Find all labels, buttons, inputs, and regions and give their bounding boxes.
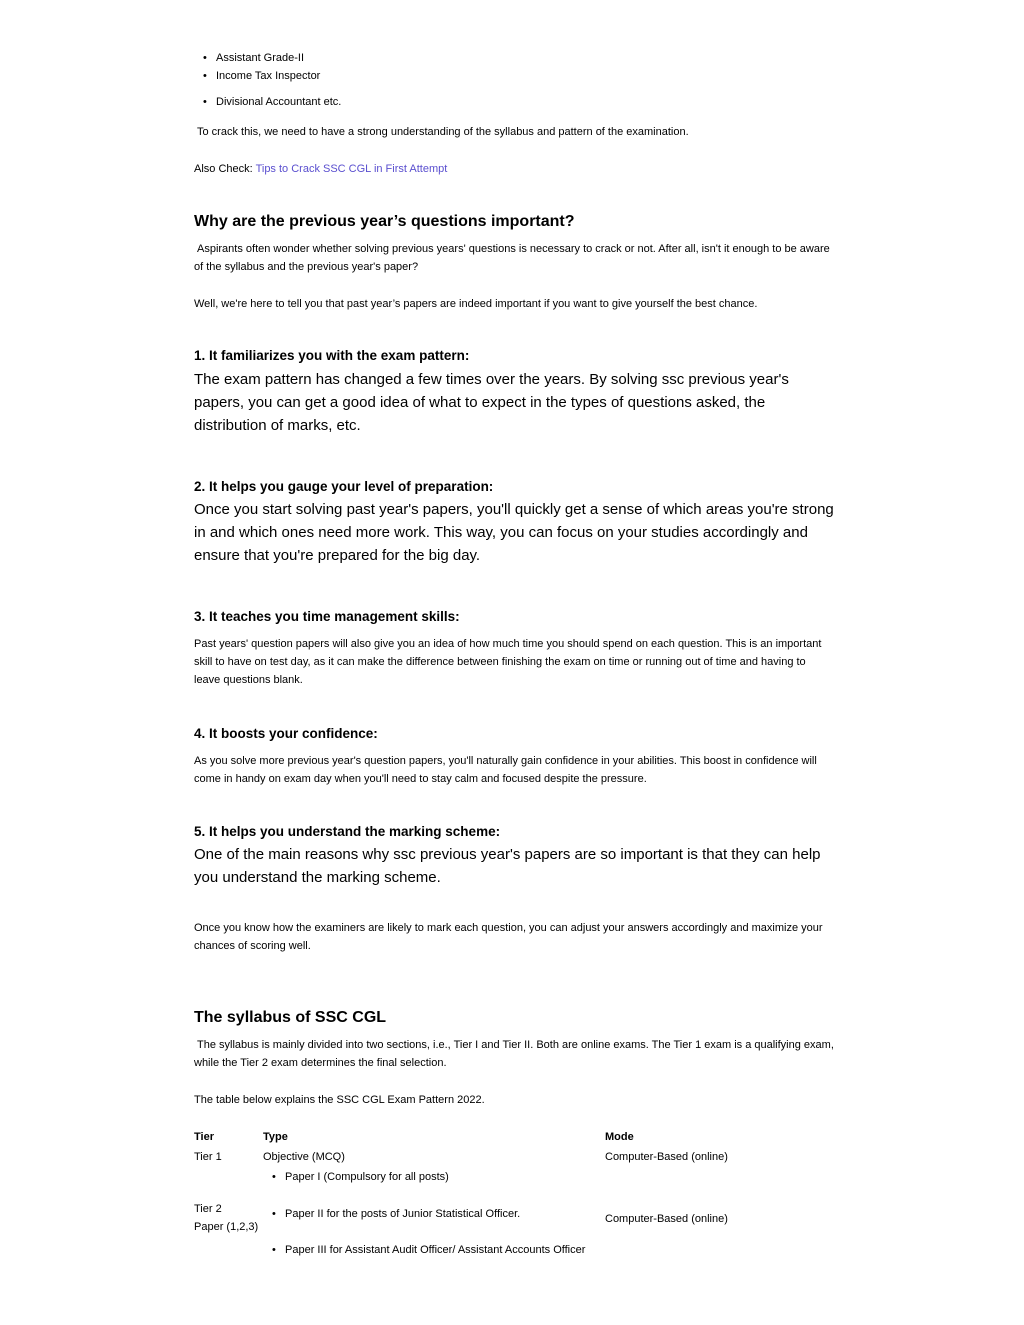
point-3-body: Past years' question papers will also give you an idea of how much time you should spend on each question. This is an important skill to have on test day, as it can make the difference between finishing the exam on time or running out of time and having to leave questions blank.	[194, 638, 822, 686]
syllabus-para-1: The syllabus is mainly divided into two sections, i.e., Tier I and Tier II. Both are online exams. The Tier 1 exam is a qualifying exam, while the Tier 2 exam determines the final selection.	[194, 1039, 834, 1069]
table-header-type: Type	[263, 1131, 288, 1143]
point-2-heading: 2. It helps you gauge your level of preparation:	[194, 479, 494, 494]
syllabus-heading: The syllabus of SSC CGL	[194, 1009, 387, 1026]
why-para-1: Aspirants often wonder whether solving previous years' questions is necessary to crack or not. After all, isn't it enough to be aware of the syllabus and the previous year's paper?	[194, 243, 830, 273]
table-header-tier: Tier	[194, 1131, 214, 1143]
table-cell-tier-sub: Paper (1,2,3)	[194, 1221, 259, 1233]
tier2-paper-list-3	[263, 1241, 623, 1259]
list-item: • Paper II for the posts of Junior Statistical Officer.	[263, 1205, 608, 1223]
list-item: • Divisional Accountant etc.	[194, 93, 341, 111]
intro-text: To crack this, we need to have a strong understanding of the syllabus and pattern of the examination.	[197, 126, 689, 138]
point-1-body: The exam pattern has changed a few times over the years. By solving ssc previous year's papers, you can get a good idea of what to expect in the types of questions asked, the distribution of marks, etc.	[194, 371, 789, 434]
table-cell-type: Objective (MCQ)	[263, 1151, 345, 1163]
point-3-heading: 3. It teaches you time management skills:	[194, 609, 460, 624]
list-item: • Paper I (Compulsory for all posts)	[263, 1168, 608, 1186]
list-item: • Income Tax Inspector	[194, 67, 320, 85]
exam-pattern-table	[194, 1128, 814, 1268]
tier2-paper-list-2	[263, 1205, 608, 1223]
list-item: • Paper III for Assistant Audit Officer/ Assistant Accounts Officer	[263, 1241, 623, 1259]
syllabus-para-2: The table below explains the SSC CGL Exam Pattern 2022.	[194, 1094, 485, 1106]
point-5-heading: 5. It helps you understand the marking scheme:	[194, 824, 501, 839]
table-header-mode: Mode	[605, 1131, 634, 1143]
table-cell-tier: Tier 2	[194, 1203, 222, 1215]
point-2-body: Once you start solving past year's papers, you'll quickly get a sense of which areas you're strong in and which ones need more work. This way, you can focus on your studies accordingly and ensure that you're prepared for the big day.	[194, 501, 834, 564]
why-para-2: Well, we're here to tell you that past year’s papers are indeed important if you want to give yourself the best chance.	[194, 298, 758, 310]
tier2-paper-list	[263, 1168, 608, 1186]
top-bullet-list-2	[194, 93, 341, 111]
point-5-body-2: Once you know how the examiners are likely to mark each question, you can adjust your answers accordingly and maximize your chances of scoring well.	[194, 922, 823, 952]
point-5-body: One of the main reasons why ssc previous year's papers are so important is that they can help you understand the marking scheme.	[194, 846, 821, 886]
also-check-label: Also Check:	[194, 163, 256, 175]
table-cell-tier: Tier 1	[194, 1151, 222, 1163]
point-1-heading: 1. It familiarizes you with the exam pattern:	[194, 348, 470, 363]
table-cell-mode: Computer-Based (online)	[605, 1213, 728, 1225]
list-item: • Assistant Grade-II	[194, 49, 320, 67]
why-heading: Why are the previous year’s questions important?	[194, 213, 575, 230]
point-4-body: As you solve more previous year's question papers, you'll naturally gain confidence in your abilities. This boost in confidence will come in handy on exam day when you'll need to stay calm and focused despite the pressure.	[194, 755, 817, 785]
tips-link[interactable]: Tips to Crack SSC CGL in First Attempt	[255, 163, 448, 175]
point-4-heading: 4. It boosts your confidence:	[194, 726, 378, 741]
top-bullet-list	[194, 49, 320, 85]
table-cell-mode: Computer-Based (online)	[605, 1151, 728, 1163]
also-check	[194, 160, 834, 178]
